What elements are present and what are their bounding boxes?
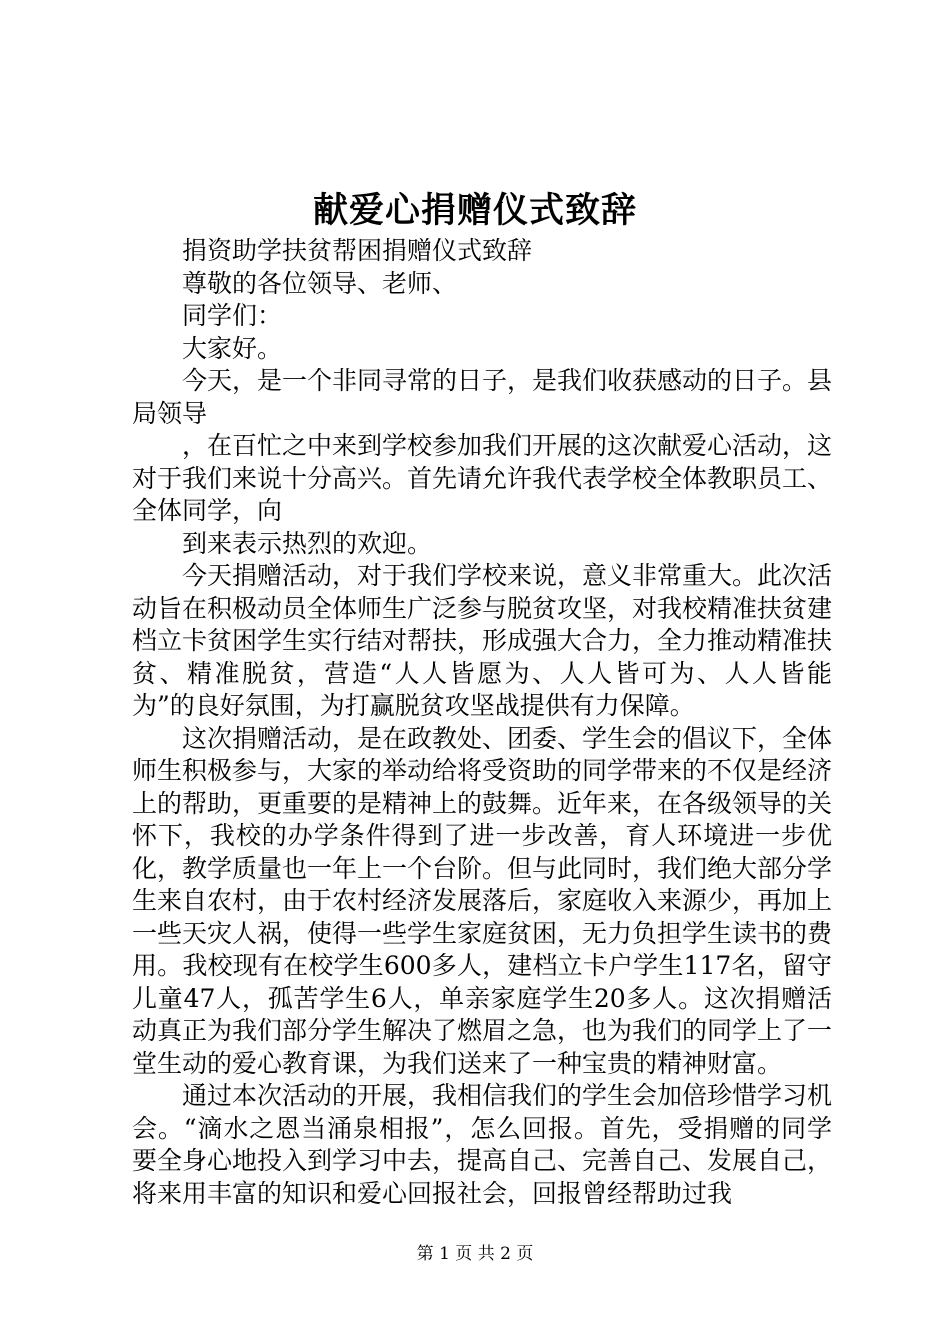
paragraph-welcome-end: 到来表示热烈的欢迎。 (182, 528, 433, 558)
page-footer: 第 1 页 共 2 页 (416, 1244, 534, 1264)
paragraph-greeting: 大家好。 (182, 333, 283, 363)
paragraph-activity: 这次捐赠活动，是在政教处、团委、学生会的倡议下，全体师生积极参与，大家的举动给将受资助的同学带来的不仅是经济上的帮助，更重要的是精神上的鼓舞。近年来，在各级领导的关怀下，我校的办学条件得到了进一步改善，育人环境进一步优化，教学质量也一年上一个台阶。但与此同时，我们绝大部分学生来自农村，由于农村经济发展落后，家庭收入来源少，再加上一些天灾人祸，使得一些学生家庭贫困，无力负担学生读书的费用。我校现有在校学生600多人，建档立卡户学生117名，留守儿童47人，孤苦学生6人，单亲家庭学生20多人。这次捐赠活动真正为我们部分学生解决了燃眉之急，也为我们的同学上了一堂生动的爱心教育课，为我们送来了一种宝贵的精神财富。 (132, 723, 833, 1078)
paragraph-salutation: 尊敬的各位领导、老师、 (182, 268, 458, 298)
paragraph-opening: 今天，是一个非同寻常的日子，是我们收获感动的日子。县局领导 (132, 366, 833, 428)
paragraph-welcome: ，在百忙之中来到学校参加我们开展的这次献爱心活动，这对于我们来说十分高兴。首先请允许我代表学校全体教职员工、全体同学，向 (132, 431, 833, 525)
paragraph-gratitude: 通过本次活动的开展，我相信我们的学生会加倍珍惜学习机会。“滴水之恩当涌泉相报”，怎么回报。首先，受捐赠的同学要全身心地投入到学习中去，提高自己、完善自己、发展自己，将来用丰富的知识和爱心回报社会，回报曾经帮助过我 (132, 1081, 833, 1208)
paragraph-subtitle: 捐资助学扶贫帮困捐赠仪式致辞 (182, 236, 533, 265)
document-title: 献爱心捐赠仪式致辞 (312, 190, 637, 231)
document-body (132, 235, 832, 1210)
paragraph-significance: 今天捐赠活动，对于我们学校来说，意义非常重大。此次活动旨在积极动员全体师生广泛参与脱贫攻坚，对我校精准扶贫建档立卡贫困学生实行结对帮扶，形成强大合力，全力推动精准扶贫、精准脱贫，营造“人人皆愿为、人人皆可为、人人皆能为”的良好氛围，为打赢脱贫攻坚战提供有力保障。 (132, 561, 833, 720)
paragraph-salutation-cont: 同学们： (182, 301, 283, 330)
